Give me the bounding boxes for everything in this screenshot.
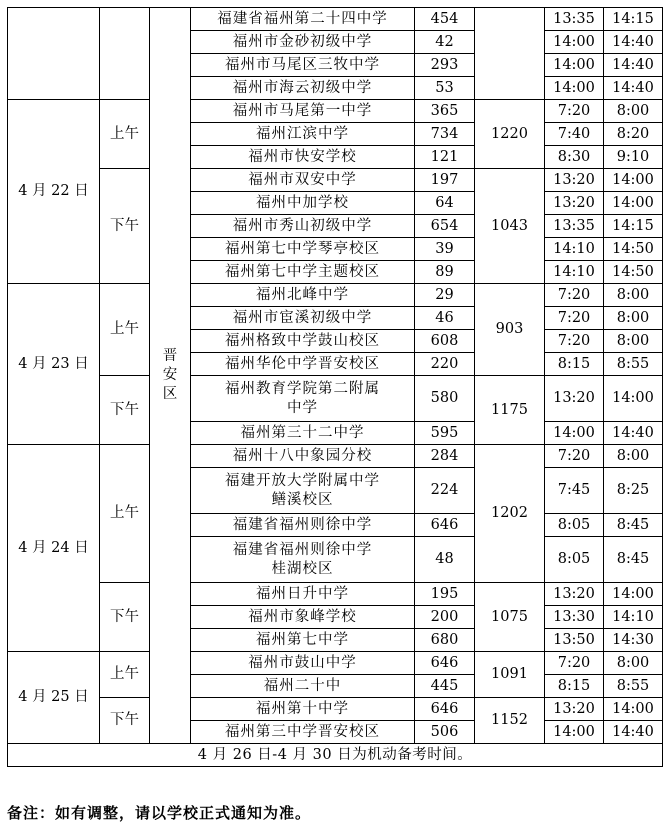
school-cell bbox=[191, 284, 415, 307]
session-total-cell: 903 bbox=[475, 284, 545, 376]
end-time-cell: 8:55 bbox=[604, 353, 663, 376]
start-time-cell: 7:20 bbox=[545, 100, 604, 123]
count-cell: 46 bbox=[415, 307, 475, 330]
school-cell bbox=[191, 261, 415, 284]
session-total-cell: 1202 bbox=[475, 445, 545, 583]
table-row bbox=[8, 698, 663, 721]
period-cell bbox=[100, 8, 150, 100]
school-cell bbox=[191, 468, 415, 514]
start-time-cell: 13:20 bbox=[545, 192, 604, 215]
school-name-line: 福建省福州则徐中学 bbox=[232, 541, 373, 558]
school-cell bbox=[191, 146, 415, 169]
table-row bbox=[8, 284, 663, 307]
count-cell: 680 bbox=[415, 629, 475, 652]
school-name-line: 福州市双安中学 bbox=[248, 171, 357, 188]
school-cell bbox=[191, 514, 415, 537]
count-cell: 506 bbox=[415, 721, 475, 744]
end-time-cell: 14:10 bbox=[604, 606, 663, 629]
end-time-cell: 14:15 bbox=[604, 8, 663, 31]
end-time-cell: 8:20 bbox=[604, 123, 663, 146]
school-name-line: 福州第三十二中学 bbox=[240, 424, 365, 441]
count-cell: 220 bbox=[415, 353, 475, 376]
end-time-cell: 14:50 bbox=[604, 238, 663, 261]
school-name-line: 福州市海云初级中学 bbox=[232, 79, 373, 96]
end-time-cell: 8:00 bbox=[604, 652, 663, 675]
date-cell: 4 月 24 日 bbox=[8, 445, 100, 652]
end-time-cell: 8:00 bbox=[604, 445, 663, 468]
end-time-cell: 8:00 bbox=[604, 307, 663, 330]
school-cell bbox=[191, 215, 415, 238]
count-cell: 42 bbox=[415, 31, 475, 54]
school-name-line: 福州市象峰学校 bbox=[248, 608, 357, 625]
district-char: 安 bbox=[162, 367, 178, 383]
school-name-line: 福州市马尾区三牧中学 bbox=[225, 56, 380, 73]
period-cell: 上午 bbox=[100, 284, 150, 376]
schedule-body bbox=[8, 8, 663, 767]
period-cell: 上午 bbox=[100, 100, 150, 169]
period-cell: 上午 bbox=[100, 652, 150, 698]
school-cell bbox=[191, 629, 415, 652]
school-cell bbox=[191, 353, 415, 376]
start-time-cell: 8:15 bbox=[545, 353, 604, 376]
count-cell: 195 bbox=[415, 583, 475, 606]
end-time-cell: 8:00 bbox=[604, 330, 663, 353]
period-cell: 下午 bbox=[100, 583, 150, 652]
table-row bbox=[8, 652, 663, 675]
count-cell: 224 bbox=[415, 468, 475, 514]
school-cell bbox=[191, 606, 415, 629]
start-time-cell: 13:20 bbox=[545, 376, 604, 422]
school-name-line: 福州第三中学晋安校区 bbox=[225, 723, 380, 740]
school-cell bbox=[191, 376, 415, 422]
period-cell: 下午 bbox=[100, 376, 150, 445]
session-total-cell: 1075 bbox=[475, 583, 545, 652]
school-cell bbox=[191, 77, 415, 100]
end-time-cell: 8:45 bbox=[604, 537, 663, 583]
count-cell: 200 bbox=[415, 606, 475, 629]
school-name-line: 福州市马尾第一中学 bbox=[232, 102, 373, 119]
school-name-line: 福州江滨中学 bbox=[256, 125, 349, 142]
school-cell bbox=[191, 445, 415, 468]
start-time-cell: 7:20 bbox=[545, 307, 604, 330]
period-cell: 下午 bbox=[100, 169, 150, 284]
start-time-cell: 7:20 bbox=[545, 284, 604, 307]
session-total-cell bbox=[475, 8, 545, 100]
school-name-line: 鳝溪校区 bbox=[271, 491, 334, 508]
start-time-cell: 7:45 bbox=[545, 468, 604, 514]
count-cell: 121 bbox=[415, 146, 475, 169]
start-time-cell: 13:20 bbox=[545, 698, 604, 721]
end-time-cell: 14:15 bbox=[604, 215, 663, 238]
start-time-cell: 14:00 bbox=[545, 54, 604, 77]
school-name-line: 福州二十中 bbox=[263, 677, 342, 694]
school-cell bbox=[191, 169, 415, 192]
start-time-cell: 8:05 bbox=[545, 514, 604, 537]
end-time-cell: 8:00 bbox=[604, 284, 663, 307]
end-time-cell: 14:40 bbox=[604, 54, 663, 77]
count-cell: 197 bbox=[415, 169, 475, 192]
count-cell: 53 bbox=[415, 77, 475, 100]
end-time-cell: 14:40 bbox=[604, 721, 663, 744]
end-time-cell: 14:00 bbox=[604, 583, 663, 606]
start-time-cell: 14:10 bbox=[545, 261, 604, 284]
date-cell: 4 月 25 日 bbox=[8, 652, 100, 744]
school-cell bbox=[191, 675, 415, 698]
school-name-line: 福州教育学院第二附属 bbox=[225, 380, 380, 397]
count-cell: 608 bbox=[415, 330, 475, 353]
district-char: 区 bbox=[162, 386, 178, 402]
school-cell bbox=[191, 8, 415, 31]
schedule-sheet bbox=[7, 7, 663, 767]
school-name-line: 福州华伦中学晋安校区 bbox=[225, 355, 380, 372]
count-cell: 29 bbox=[415, 284, 475, 307]
school-name-line: 福州第七中学 bbox=[256, 631, 349, 648]
school-name-line: 福建省福州则徐中学 bbox=[232, 516, 373, 533]
district-char: 晋 bbox=[162, 348, 178, 364]
school-cell bbox=[191, 698, 415, 721]
start-time-cell: 14:00 bbox=[545, 77, 604, 100]
session-total-cell: 1152 bbox=[475, 698, 545, 744]
district-cell bbox=[150, 8, 191, 744]
school-name-line: 福州第七中学琴亭校区 bbox=[225, 240, 380, 257]
school-name-line: 福州日升中学 bbox=[256, 585, 349, 602]
count-cell: 64 bbox=[415, 192, 475, 215]
end-time-cell: 14:00 bbox=[604, 192, 663, 215]
school-name-line: 福州市秀山初级中学 bbox=[232, 217, 373, 234]
school-cell bbox=[191, 192, 415, 215]
period-cell: 上午 bbox=[100, 445, 150, 583]
footnote-row bbox=[8, 744, 663, 767]
count-cell: 365 bbox=[415, 100, 475, 123]
table-row bbox=[8, 583, 663, 606]
end-time-cell: 14:00 bbox=[604, 376, 663, 422]
session-total-cell: 1175 bbox=[475, 376, 545, 445]
end-time-cell: 8:00 bbox=[604, 100, 663, 123]
end-time-cell: 8:25 bbox=[604, 468, 663, 514]
end-time-cell: 14:00 bbox=[604, 169, 663, 192]
start-time-cell: 13:20 bbox=[545, 583, 604, 606]
table-row bbox=[8, 169, 663, 192]
start-time-cell: 7:20 bbox=[545, 652, 604, 675]
school-name-line: 福州第七中学主题校区 bbox=[225, 263, 380, 280]
count-cell: 646 bbox=[415, 698, 475, 721]
school-cell bbox=[191, 123, 415, 146]
start-time-cell: 13:35 bbox=[545, 215, 604, 238]
school-cell bbox=[191, 422, 415, 445]
start-time-cell: 13:50 bbox=[545, 629, 604, 652]
end-time-cell: 14:40 bbox=[604, 77, 663, 100]
count-cell: 646 bbox=[415, 652, 475, 675]
start-time-cell: 8:15 bbox=[545, 675, 604, 698]
school-name-line: 福州市金砂初级中学 bbox=[232, 33, 373, 50]
session-total-cell: 1091 bbox=[475, 652, 545, 698]
end-time-cell: 14:50 bbox=[604, 261, 663, 284]
table-row bbox=[8, 8, 663, 31]
count-cell: 89 bbox=[415, 261, 475, 284]
school-name-line: 福州中加学校 bbox=[256, 194, 349, 211]
school-name-line: 福建省福州第二十四中学 bbox=[217, 10, 388, 27]
count-cell: 445 bbox=[415, 675, 475, 698]
count-cell: 734 bbox=[415, 123, 475, 146]
footnote-cell: 4 月 26 日-4 月 30 日为机动备考时间。 bbox=[8, 744, 663, 767]
start-time-cell: 7:20 bbox=[545, 445, 604, 468]
end-time-cell: 14:40 bbox=[604, 31, 663, 54]
end-time-cell: 14:40 bbox=[604, 422, 663, 445]
end-time-cell: 8:55 bbox=[604, 675, 663, 698]
schedule-table bbox=[7, 7, 663, 767]
session-total-cell: 1043 bbox=[475, 169, 545, 284]
school-name-line: 福州十八中象园分校 bbox=[232, 447, 373, 464]
table-row bbox=[8, 445, 663, 468]
start-time-cell: 14:00 bbox=[545, 31, 604, 54]
school-name-line: 福州北峰中学 bbox=[256, 286, 349, 303]
start-time-cell: 13:30 bbox=[545, 606, 604, 629]
school-cell bbox=[191, 537, 415, 583]
session-total-cell: 1220 bbox=[475, 100, 545, 169]
date-cell bbox=[8, 8, 100, 100]
school-name-line: 福州市宦溪初级中学 bbox=[232, 309, 373, 326]
school-name-line: 福州市快安学校 bbox=[248, 148, 357, 165]
school-cell bbox=[191, 330, 415, 353]
school-name-line: 福州第十中学 bbox=[256, 700, 349, 717]
count-cell: 595 bbox=[415, 422, 475, 445]
period-cell: 下午 bbox=[100, 698, 150, 744]
school-cell bbox=[191, 652, 415, 675]
start-time-cell: 13:35 bbox=[545, 8, 604, 31]
start-time-cell: 7:20 bbox=[545, 330, 604, 353]
date-cell: 4 月 22 日 bbox=[8, 100, 100, 284]
school-name-line: 福州市鼓山中学 bbox=[248, 654, 357, 671]
remark-note: 备注：如有调整，请以学校正式通知为准。 bbox=[7, 804, 312, 822]
start-time-cell: 8:30 bbox=[545, 146, 604, 169]
school-cell bbox=[191, 238, 415, 261]
school-name-line: 桂湖校区 bbox=[271, 560, 334, 577]
school-name-line: 中学 bbox=[287, 399, 318, 416]
count-cell: 48 bbox=[415, 537, 475, 583]
school-cell bbox=[191, 721, 415, 744]
start-time-cell: 14:00 bbox=[545, 422, 604, 445]
school-cell bbox=[191, 307, 415, 330]
count-cell: 654 bbox=[415, 215, 475, 238]
school-name-line: 福州格致中学鼓山校区 bbox=[225, 332, 380, 349]
table-row bbox=[8, 376, 663, 422]
school-cell bbox=[191, 31, 415, 54]
end-time-cell: 14:30 bbox=[604, 629, 663, 652]
start-time-cell: 13:20 bbox=[545, 169, 604, 192]
table-row bbox=[8, 100, 663, 123]
count-cell: 646 bbox=[415, 514, 475, 537]
start-time-cell: 14:00 bbox=[545, 721, 604, 744]
end-time-cell: 9:10 bbox=[604, 146, 663, 169]
school-name-line: 福建开放大学附属中学 bbox=[225, 472, 380, 489]
count-cell: 39 bbox=[415, 238, 475, 261]
start-time-cell: 7:40 bbox=[545, 123, 604, 146]
count-cell: 454 bbox=[415, 8, 475, 31]
start-time-cell: 14:10 bbox=[545, 238, 604, 261]
count-cell: 284 bbox=[415, 445, 475, 468]
school-cell bbox=[191, 583, 415, 606]
school-cell bbox=[191, 100, 415, 123]
end-time-cell: 14:00 bbox=[604, 698, 663, 721]
count-cell: 293 bbox=[415, 54, 475, 77]
end-time-cell: 8:45 bbox=[604, 514, 663, 537]
count-cell: 580 bbox=[415, 376, 475, 422]
start-time-cell: 8:05 bbox=[545, 537, 604, 583]
date-cell: 4 月 23 日 bbox=[8, 284, 100, 445]
school-cell bbox=[191, 54, 415, 77]
